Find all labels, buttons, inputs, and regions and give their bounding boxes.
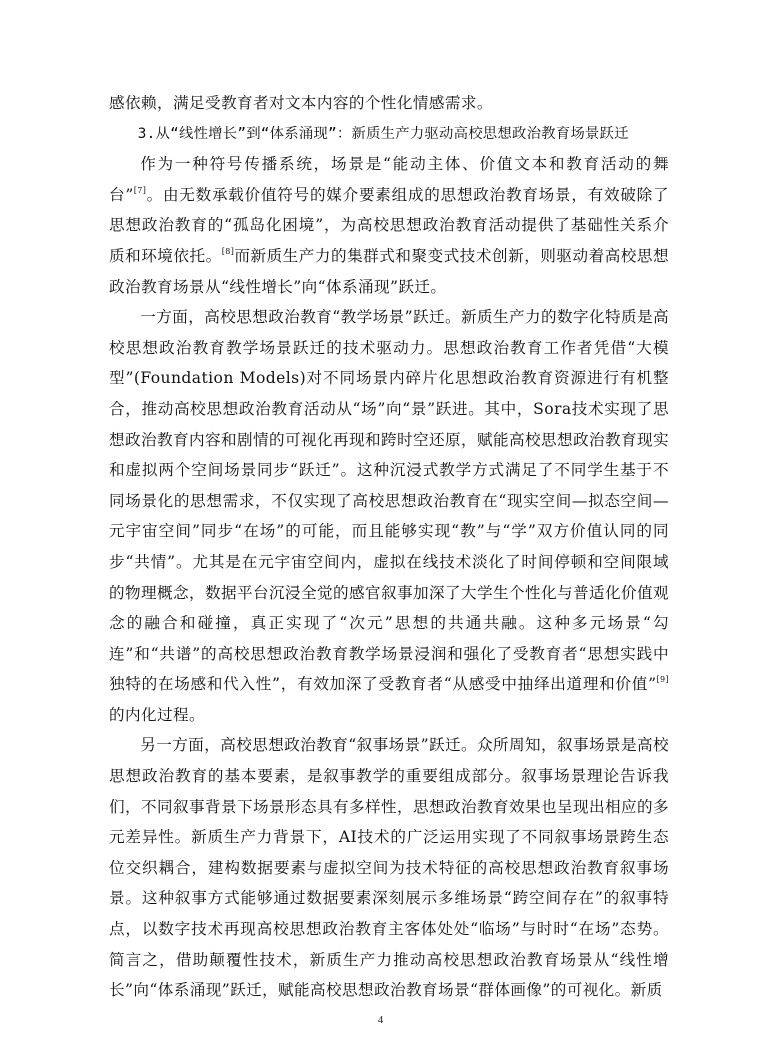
paragraph-text: 的内化过程。: [109, 705, 205, 724]
citation-8: [8]: [221, 246, 235, 256]
citation-9: [9]: [656, 675, 669, 685]
paragraph-narrative-scene: 另一方面，高校思想政治教育“叙事场景”跃迁。众所周知，叙事场景是高校思想政治教育的基本要素，是叙事教学的重要组成部分。叙事场景理论告诉我们，不同叙事背景下场景形态具有多样性，思想政治教育效果也呈现出相应的多元差异性。新质生产力背景下，AI技术的广泛运用实现了不同叙事场景跨生态位交织耦合，建构数据要素与虚拟空间为技术特征的高校思想政治教育叙事场景。这种叙事方式能够通过数据要素深刻展示多维场景“跨空间存在”的叙事特点，以数字技术再现高校思想政治教育主客体处处“临场”与时时“在场”态势。简言之，借助颠覆性技术，新质生产力推动高校思想政治教育场景从“线性增长”向“体系涌现”跃迁，赋能高校思想政治教育场景“群体画像”的可视化。新质: [109, 736, 669, 1000]
page-number: 4: [377, 1014, 384, 1026]
paragraph-continuation: 感依赖，满足受教育者对文本内容的个性化情感需求。: [109, 94, 493, 112]
paragraph-text: 而新质生产力的集群式和聚变式技术创新，则驱动着高校思想政治教育场景从“线性增长”向“体系涌现”跃迁。: [109, 246, 669, 296]
paragraph-scene-definition: [109, 149, 669, 302]
body-text: [109, 88, 669, 1006]
paragraph-text: 一方面，高校思想政治教育“教学场景”跃迁。新质生产力的数字化特质是高校思想政治教育教学场景跃迁的技术驱动力。思想政治教育工作者凭借“大模型”(Foundation Models)对不同场景内碎片化思想政治教育资源进行有机整合，推动高校思想政治教育活动从“场”向“景”跃进。其中，Sora技术实现了思想政治教育内容和剧情的可视化再现和跨时空还原，赋能高校思想政治教育现实和虚拟两个空间场景同步“跃迁”。这种沉浸式教学方式满足了不同学生基于不同场景化的思想需求，不仅实现了高校思想政治教育在“现实空间—拟态空间—元宇宙空间”同步“在场”的可能，而且能够实现“教”与“学”双方价值认同的同步“共情”。尤其是在元宇宙空间内，虚拟在线技术淡化了时间停顿和空间限域的物理概念，数据平台沉浸全觉的感官叙事加深了大学生个性化与普适化价值观念的融合和碰撞，真正实现了“次元”思想的共通共融。这种多元场景“勾连”和“共谱”的高校思想政治教育教学场景浸润和强化了受教育者“思想实践中独特的在场感和代入性”，有效加深了受教育者“从感受中抽绎出道理和价值”: [109, 308, 669, 694]
section-heading: 3.从“线性增长”到“体系涌现”：新质生产力驱动高校思想政治教育场景跃迁: [137, 125, 629, 142]
paragraph-text: 作为一种符号传播系统，场景是“能动主体、价值文本和教育活动的舞台”: [109, 155, 669, 204]
paragraph-teaching-scene: [109, 302, 669, 730]
citation-7: [7]: [133, 185, 147, 195]
paragraph-text: 。由无数承载价值符号的媒介要素组成的思想政治教育场景，有效破除了思想政治教育的“孤岛化困境”，为高校思想政治教育活动提供了基础性关系介质和环境依托。: [109, 185, 669, 265]
